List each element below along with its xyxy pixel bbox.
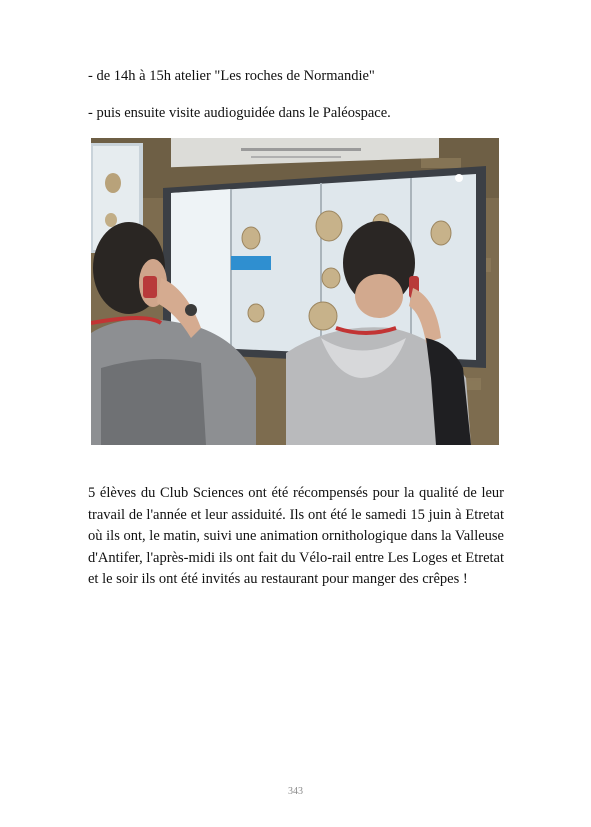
club-sciences-paragraph: 5 élèves du Club Sciences ont été récompensés pour la qualité de leur travail de l'année et leur assiduité. Ils ont été le samedi 15 juin à Etretat où ils ont, le matin, suivi une animation ornithologique dans la Valleuse d'Antifer, l'après-midi ils ont fait du Vélo-rail entre Les Loges et Etretat et le soir ils ont été invités au restaurant pour manger des crêpes ! xyxy=(88,485,504,587)
schedule-line-workshop: - de 14h à 15h atelier "Les roches de Normandie" xyxy=(88,68,375,84)
museum-visit-photo xyxy=(91,138,499,445)
schedule-line-audio-tour: - puis ensuite visite audioguidée dans le Paléospace. xyxy=(88,105,391,121)
page-number: 343 xyxy=(288,786,303,797)
